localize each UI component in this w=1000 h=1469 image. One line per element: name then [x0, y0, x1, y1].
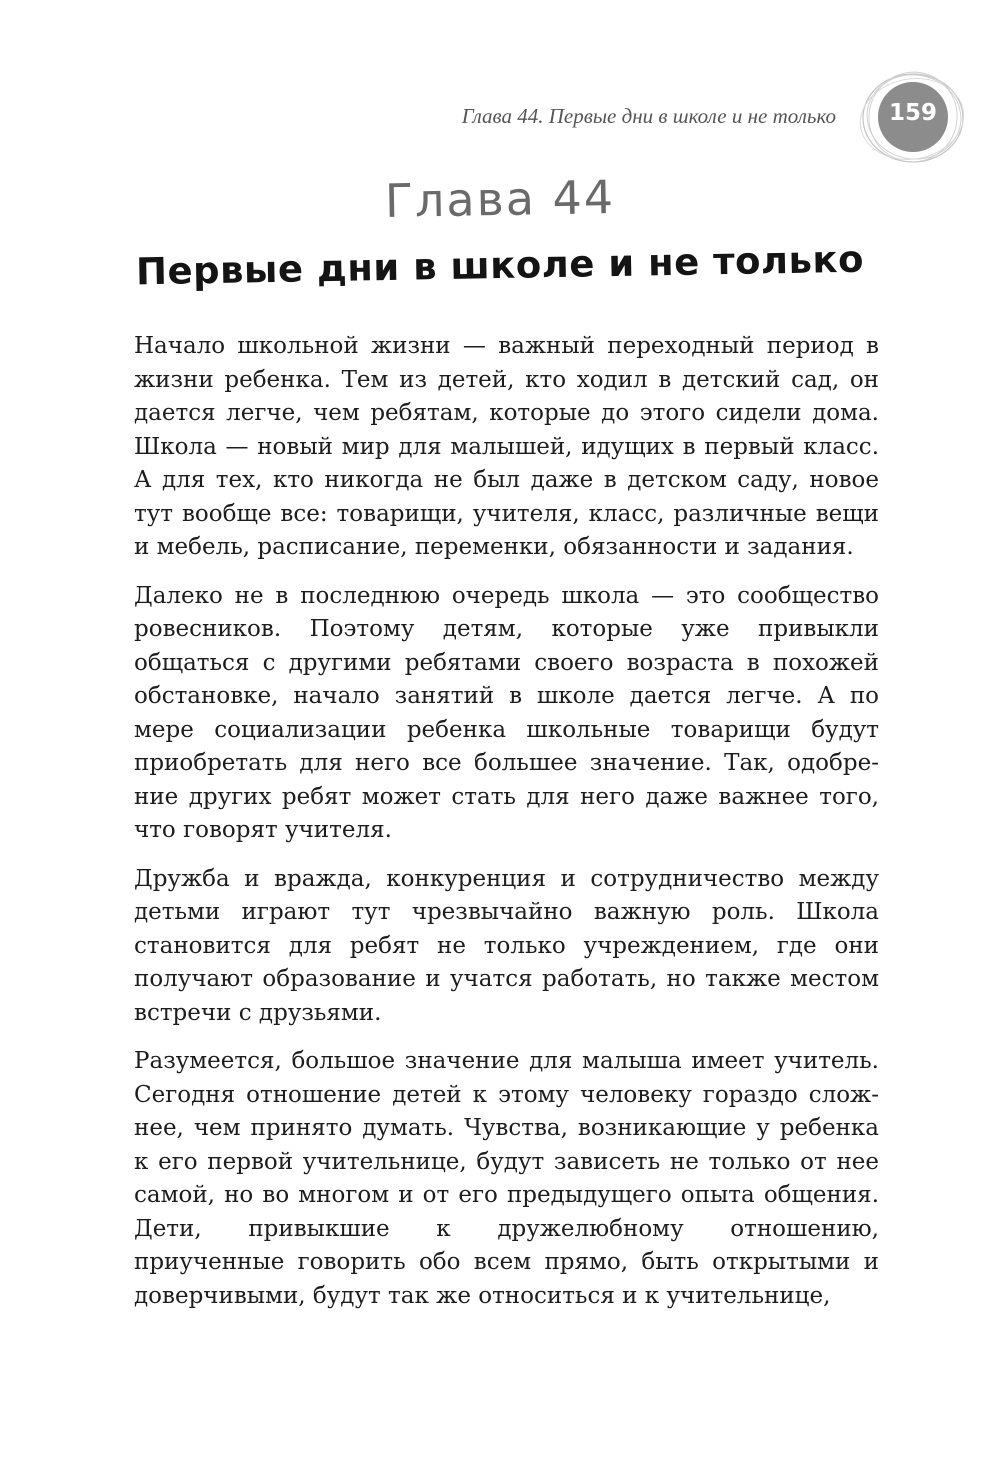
body-text [134, 330, 879, 1328]
running-head: Глава 44. Первые дни в школе и не только [461, 104, 836, 128]
paragraph: Дружба и вражда, конкуренция и сотрудничество между детьми играют тут чрезвычайно важную роль. Школа становится для ребят не только учреждением, где они получают образование и учатся работать, но также местом встречи с друзьями. [134, 865, 879, 1026]
chapter-label: Глава 44 [384, 169, 616, 229]
page-number-badge [858, 70, 968, 166]
paragraph: Разумеется, большое значение для малыша имеет учитель. Сегодня отношение детей к этому человеку гораздо сложнее, чем принято думать. Чувства, возникающие у ребенка к его первой учительнице, будут зависеть не только от нее самой, но во многом и от его предыдущего опыта общения. Дети, привыкшие к дружелюбному отношению, приученные говорить обо всем прямо, быть открытыми и доверчивыми, будут так же относиться и к учительнице, [134, 1048, 879, 1309]
paragraph: Начало школьной жизни — важный переходный период в жизни ребенка. Тем из детей, кто ходил в детский сад, он дается легче, чем ребятам, которые до этого сидели дома. Школа — новый мир для малышей, идущих в первый класс. А для тех, кто никогда не был даже в детском саду, новое тут вообще все: товарищи, учителя, класс, различные вещи и мебель, расписание, переменки, обязанности и задания. [134, 333, 879, 560]
page-number: 159 [888, 100, 937, 126]
chapter-title: Первые дни в школе и не только [135, 237, 865, 294]
paragraph: Далеко не в последнюю очередь школа — это сообщество ровесников. Поэтому детям, которые уже привыкли общаться с другими ребятами своего возраста в похожей обстановке, начало занятий в школе дается легче. А по мере социализации ребенка школьные товарищи будут приобретать для него все большее значение. Так, одобрение других ребят может стать для него даже важнее того, что говорят учителя. [134, 582, 879, 843]
